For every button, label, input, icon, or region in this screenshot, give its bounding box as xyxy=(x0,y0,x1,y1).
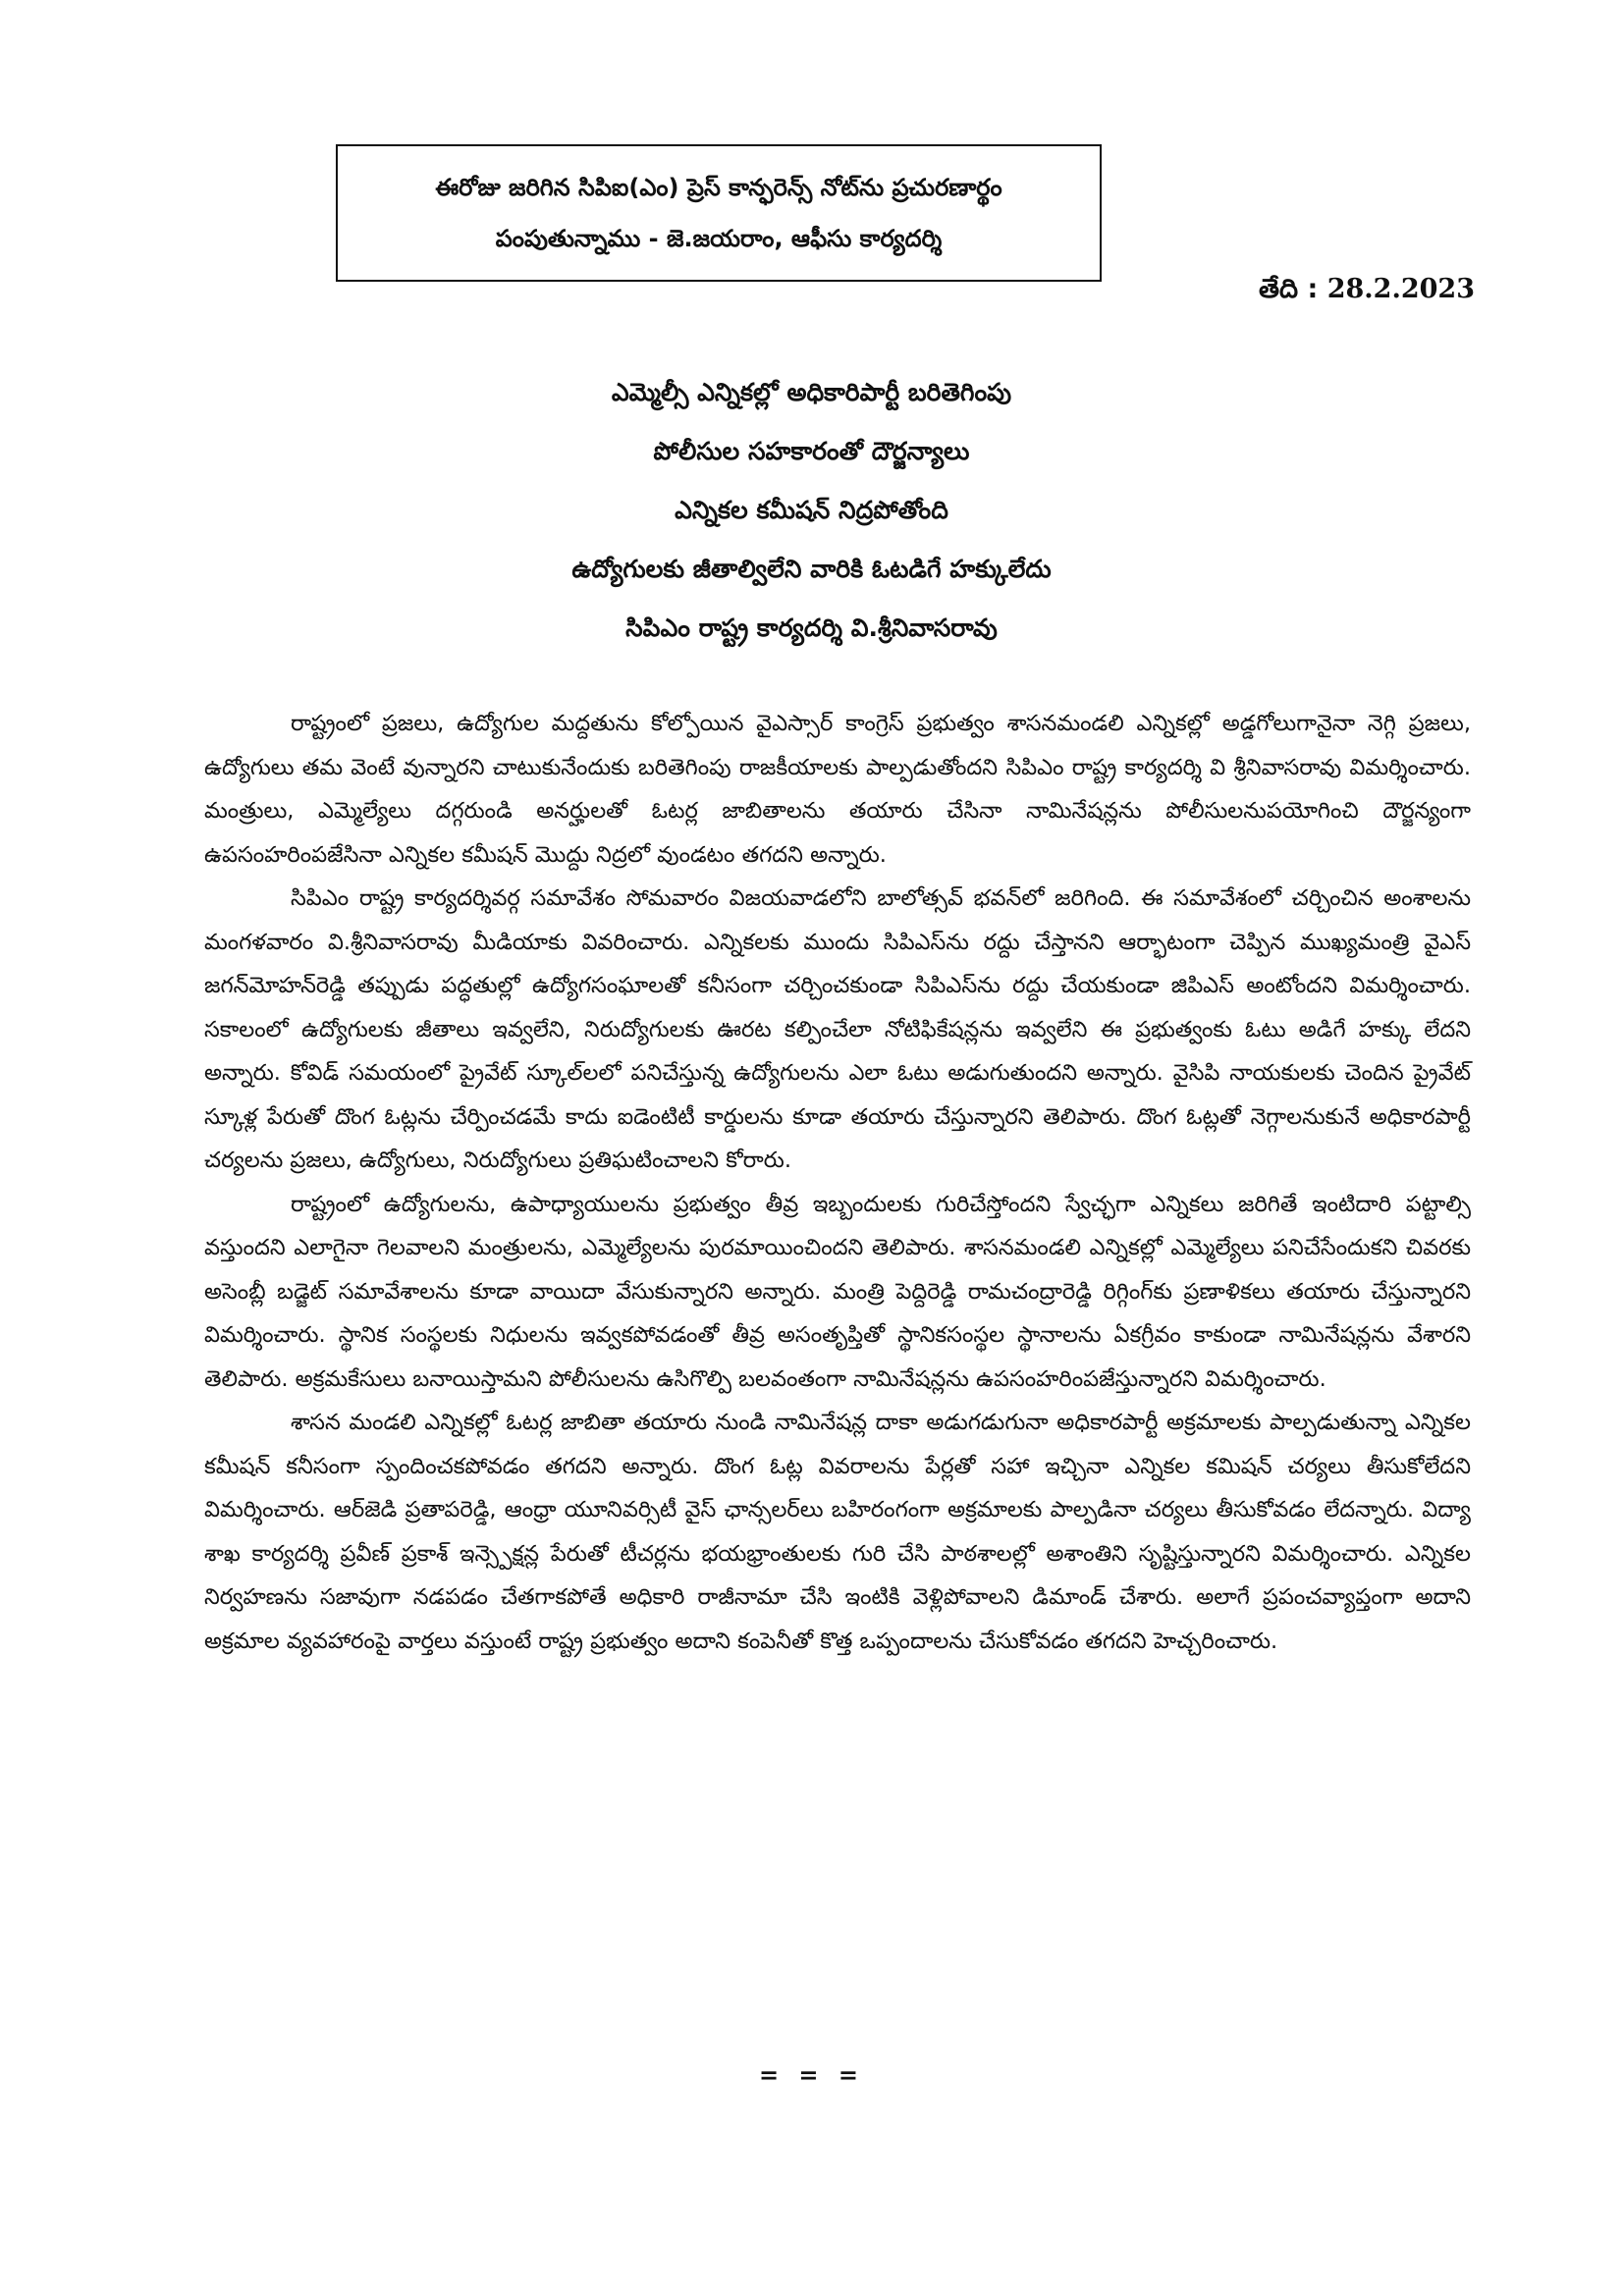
paragraph-1: రాష్ట్రంలో ప్రజలు, ఉద్యోగుల మద్దతును కోల్పోయిన వైఎస్సార్ కాంగ్రెస్ ప్రభుత్వం శాసనమండలి ఎన్నికల్లో అడ్డగోలుగానైనా నెగ్గి ప్రజలు, ఉద్యోగులు తమ వెంటే వున్నారని చాటుకునేందుకు బరితెగింపు రాజకీయాలకు పాల్పడుతోందని సిపిఎం రాష్ట్ర కార్యదర్శి వి శ్రీనివాసరావు విమర్శించారు. మంత్రులు, ఎమ్మెల్యేలు దగ్గరుండి అనర్హులతో ఓటర్ల జాబితాలను తయారు చేసినా నామినేషన్లను పోలీసులనుపయోగించి దౌర్జన్యంగా ఉపసంహరింపజేసినా ఎన్నికల కమీషన్ మొద్దు నిద్రలో వుండటం తగదని అన్నారు. xyxy=(204,711,1471,868)
date-line xyxy=(1259,270,1475,309)
article-body xyxy=(204,702,1471,1663)
date-value: 28.2.2023 xyxy=(1326,274,1475,304)
headline-2: పోలీసుల సహకారంతో దౌర్జన్యాలు xyxy=(653,437,970,465)
headline-3: ఎన్నికల కమీషన్ నిద్రపోతోంది xyxy=(675,496,948,524)
press-note-header-box xyxy=(336,144,1102,282)
paragraph-2: సిపిఎం రాష్ట్ర కార్యదర్శివర్గ సమావేశం సోమవారం విజయవాడలోని బాలోత్సవ్ భవన్‌లో జరిగింది. ఈ సమావేశంలో చర్చించిన అంశాలను మంగళవారం వి.శ్రీనివాసరావు మీడియాకు వివరించారు. ఎన్నికలకు ముందు సిపిఎస్‌ను రద్దు చేస్తానని ఆర్భాటంగా చెప్పిన ముఖ్యమంత్రి వైఎస్ జగన్‌మోహన్‌రెడ్డి తప్పుడు పద్ధతుల్లో ఉద్యోగసంఘాలతో కనీసంగా చర్చించకుండా సిపిఎస్‌ను రద్దు చేయకుండా జిపిఎస్ అంటోందని విమర్శించారు. సకాలంలో ఉద్యోగులకు జీతాలు ఇవ్వలేని, నిరుద్యోగులకు ఊరట కల్పించేలా నోటిఫికేషన్లను ఇవ్వలేని ఈ ప్రభుత్వంకు ఓటు అడిగే హక్కు లేదని అన్నారు. కోవిడ్ సమయంలో ప్రైవేట్ స్కూల్‌లలో పనిచేస్తున్న ఉద్యోగులను ఎలా ఓటు అడుగుతుందని అన్నారు. వైసిపి నాయకులకు చెందిన ప్రైవేట్ స్కూళ్ల పేరుతో దొంగ ఓట్లను చేర్పించడమే కాదు ఐడెంటిటీ కార్డులను కూడా తయారు చేస్తున్నారని తెలిపారు. దొంగ ఓట్లతో నెగ్గాలనుకునే అధికారపార్టీ చర్యలను ప్రజలు, ఉద్యోగులు, నిరుద్యోగులు ప్రతిఘటించాలని కోరారు. xyxy=(204,885,1471,1173)
paragraph-4: శాసన మండలి ఎన్నికల్లో ఓటర్ల జాబితా తయారు నుండి నామినేషన్ల దాకా అడుగడుగునా అధికారపార్టీ అక్రమాలకు పాల్పడుతున్నా ఎన్నికల కమీషన్ కనీసంగా స్పందించకపోవడం తగదని అన్నారు. దొంగ ఓట్ల వివరాలను పేర్లతో సహా ఇచ్చినా ఎన్నికల కమిషన్ చర్యలు తీసుకోలేదని విమర్శించారు. ఆర్‌జెడి ప్రతాపరెడ్డి, ఆంధ్రా యూనివర్సిటీ వైస్ ఛాన్సలర్‌లు బహిరంగంగా అక్రమాలకు పాల్పడినా చర్యలు తీసుకోవడం లేదన్నారు. విద్యా శాఖ కార్యదర్శి ప్రవీణ్ ప్రకాశ్ ఇన్స్పెక్షన్ల పేరుతో టీచర్లను భయభ్రాంతులకు గురి చేసి పాఠశాలల్లో అశాంతిని సృష్టిస్తున్నారని విమర్శించారు. ఎన్నికల నిర్వహణను సజావుగా నడపడం చేతగాకపోతే అధికారి రాజీనామా చేసి ఇంటికి వెళ్లిపోవాలని డిమాండ్ చేశారు. అలాగే ప్రపంచవ్యాప్తంగా అదాని అక్రమాల వ్యవహారంపై వార్తలు వస్తుంటే రాష్ట్ర ప్రభుత్వం అదాని కంపెనీతో కొత్త ఒప్పందాలను చేసుకోవడం తగదని హెచ్చరించారు. xyxy=(204,1410,1471,1654)
header-line-2: పంపుతున్నాము - జె.జయరాం, ఆఫీసు కార్యదర్శి xyxy=(495,225,943,252)
header-line-1: ఈరోజు జరిగిన సిపిఐ(ఎం) ప్రెస్ కాన్ఫరెన్స్ నోట్‌ను ప్రచురణార్థం xyxy=(435,174,1002,201)
headline-5: సిపిఎం రాష్ట్ర కార్యదర్శి వి.శ్రీనివాసరావు xyxy=(625,614,998,642)
headline-1: ఎమ్మెల్సీ ఎన్నికల్లో అధికారిపార్టీ బరితెగింపు xyxy=(611,378,1012,406)
paragraph-3: రాష్ట్రంలో ఉద్యోగులను, ఉపాధ్యాయులను ప్రభుత్వం తీవ్ర ఇబ్బందులకు గురిచేస్తోందని స్వేచ్ఛగా ఎన్నికలు జరిగితే ఇంటిదారి పట్టాల్సి వస్తుందని ఎలాగైనా గెలవాలని మంత్రులను, ఎమ్మెల్యేలను పురమాయించిందని తెలిపారు. శాసనమండలి ఎన్నికల్లో ఎమ్మెల్యేలు పనిచేసేందుకని చివరకు అసెంబ్లీ బడ్జెట్ సమావేశాలను కూడా వాయిదా వేసుకున్నారని అన్నారు. మంత్రి పెద్దిరెడ్డి రామచంద్రారెడ్డి రిగ్గింగ్‌కు ప్రణాళికలు తయారు చేస్తున్నారని విమర్శించారు. స్థానిక సంస్థలకు నిధులను ఇవ్వకపోవడంతో తీవ్ర అసంతృప్తితో స్థానికసంస్థల స్థానాలను ఏకగ్రీవం కాకుండా నామినేషన్లను వేశారని తెలిపారు. అక్రమకేసులు బనాయిస్తామని పోలీసులను ఉసిగొల్పి బలవంతంగా నామినేషన్లను ఉపసంహరింపజేస్తున్నారని విమర్శించారు. xyxy=(204,1191,1471,1392)
end-mark: = = = xyxy=(758,2061,865,2089)
headline-4: ఉద్యోగులకు జీతాల్విలేని వారికి ఓటడిగే హక్కులేదు xyxy=(571,555,1052,583)
headline-block xyxy=(0,363,1623,658)
date-label: తేది : xyxy=(1259,274,1319,304)
